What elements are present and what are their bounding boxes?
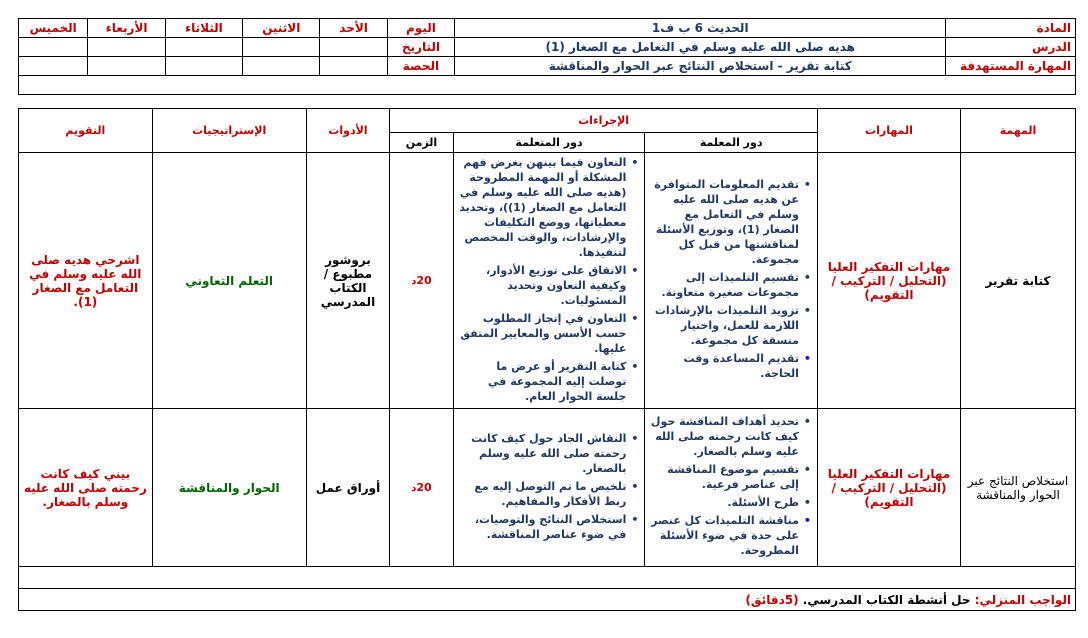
- list-item: • الاتفاق على توزيع الأدوار، وكيفية التعاون وتحديد المسئوليات.: [458, 263, 627, 308]
- plan-table: [18, 108, 1076, 611]
- col-student-role: دور المتعلمة: [453, 133, 645, 153]
- list-item: • التعاون في إنجاز المطلوب حسب الأسس والمعايير المتفق عليها.: [458, 311, 627, 356]
- list-item: • تقسيم التلميذات إلى مجموعات صغيرة متعاونة.: [649, 270, 799, 300]
- time-value: 20: [416, 481, 432, 494]
- period-cell: [19, 57, 88, 76]
- tools-cell: بروشور مطبوع / الكتاب المدرسي: [306, 153, 390, 409]
- homework-text: حل أنشطة الكتاب المدرسي.: [802, 592, 971, 607]
- col-evaluation: التقويم: [19, 109, 153, 153]
- time-unit: د: [411, 276, 417, 287]
- col-teacher-role: دور المعلمة: [645, 133, 818, 153]
- date-cell: [320, 38, 387, 57]
- col-tools: الأدوات: [306, 109, 390, 153]
- day-wednesday: الأربعاء: [88, 19, 165, 38]
- tools-cell: أوراق عمل: [306, 409, 390, 567]
- student-role-cell: [453, 153, 645, 409]
- student-role-cell: [453, 409, 645, 567]
- task-cell: استخلاص النتائج عبر الحوار والمناقشة: [960, 409, 1075, 567]
- period-cell: [165, 57, 242, 76]
- list-item: • تقديم المعلومات المتوافرة عن هديه صلى الله عليه وسلم في التعامل مع الصغار (1)، وتوزيع الأسئلة لمناقشتها من قبل كل مجموعة.: [649, 177, 799, 267]
- spacer-row: [19, 76, 1076, 95]
- col-strategies: الإستراتيجيات: [152, 109, 306, 153]
- skill-label: المهارة المستهدفة: [946, 57, 1076, 76]
- lesson-label: الدرس: [946, 38, 1076, 57]
- day-label: اليوم: [387, 19, 454, 38]
- list-item: • النقاش الجاد حول كيف كانت رحمته صلى الله عليه وسلم بالصغار.: [458, 431, 627, 476]
- time-cell: [390, 409, 453, 567]
- date-label: التاريخ: [387, 38, 454, 57]
- period-label: الحصة: [387, 57, 454, 76]
- subject-label: المادة: [946, 19, 1076, 38]
- day-sunday: الأحد: [320, 19, 387, 38]
- time-value: 20: [416, 274, 432, 287]
- teacher-role-cell: [645, 409, 818, 567]
- teacher-role-cell: [645, 153, 818, 409]
- list-item: • تقديم المساعدة وقت الحاجة.: [649, 351, 799, 381]
- homework-duration: (5دقائق): [745, 592, 799, 607]
- day-tuesday: الثلاثاء: [165, 19, 242, 38]
- list-item: • تزويد التلميذات بالإرشادات اللازمة للعمل، واختيار منسقة كل مجموعة.: [649, 303, 799, 348]
- list-item: • طرح الأسئلة.: [649, 495, 799, 510]
- period-cell: [88, 57, 165, 76]
- skill-value: كتابة تقرير - استخلاص النتائج عبر الحوار والمناقشة: [455, 57, 946, 76]
- col-time: الزمن: [390, 133, 453, 153]
- subject-value: الحديث 6 ب ف1: [455, 19, 946, 38]
- period-cell: [243, 57, 320, 76]
- evaluation-cell: بيني كيف كانت رحمته صلى الله عليه وسلم بالصغار.: [19, 409, 153, 567]
- skills-cell: مهارات التفكير العليا (التحليل / التركيب / التقويم): [817, 153, 960, 409]
- time-unit: د: [411, 483, 417, 494]
- list-item: • استخلاص النتائج والتوصيات، في ضوء عناصر المناقشة.: [458, 512, 627, 542]
- spacer-row: [19, 567, 1076, 589]
- day-thursday: الخميس: [19, 19, 88, 38]
- period-cell: [320, 57, 387, 76]
- list-item: • مناقشة التلميذات كل عنصر على حدة في ضوء الأسئلة المطروحة.: [649, 513, 799, 558]
- list-item: • كتابة التقرير أو عرض ما توصلت إليه المجموعة في جلسة الحوار العام.: [458, 359, 627, 404]
- col-skills: المهارات: [817, 109, 960, 153]
- list-item: • تلخيص ما تم التوصل إليه مع ربط الأفكار والمفاهيم.: [458, 479, 627, 509]
- homework-label: الواجب المنزلي:: [974, 592, 1071, 607]
- evaluation-cell: اشرحي هديه صلى الله عليه وسلم في التعامل مع الصغار (1).: [19, 153, 153, 409]
- time-cell: [390, 153, 453, 409]
- header-table: [18, 18, 1076, 95]
- strategy-cell: التعلم التعاوني: [152, 153, 306, 409]
- homework-row: [19, 589, 1076, 611]
- date-cell: [165, 38, 242, 57]
- list-item: • التعاون فيما بينهن بغرض فهم المشكلة أو المهمة المطروحة (هديه صلى الله عليه وسلم في التعامل مع الصغار (1))، وتحديد معطياتها، ووضع التكليفات والإرشادات، والوقت المخصص لتنفيذها.: [458, 155, 627, 260]
- day-monday: الاثنين: [243, 19, 320, 38]
- strategy-cell: الحوار والمناقشة: [152, 409, 306, 567]
- list-item: • تحديد أهداف المناقشة حول كيف كانت رحمته صلى الله عليه وسلم بالصغار.: [649, 414, 799, 459]
- list-item: • تقسيم موضوع المناقشة إلى عناصر فرعية.: [649, 462, 799, 492]
- col-procedures: الإجراءات: [390, 109, 818, 133]
- skills-cell: مهارات التفكير العليا (التحليل / التركيب / التقويم): [817, 409, 960, 567]
- lesson-value: هديه صلى الله عليه وسلم في التعامل مع الصغار (1): [455, 38, 946, 57]
- col-task: المهمة: [960, 109, 1075, 153]
- date-cell: [243, 38, 320, 57]
- date-cell: [88, 38, 165, 57]
- task-cell: كتابة تقرير: [960, 153, 1075, 409]
- date-cell: [19, 38, 88, 57]
